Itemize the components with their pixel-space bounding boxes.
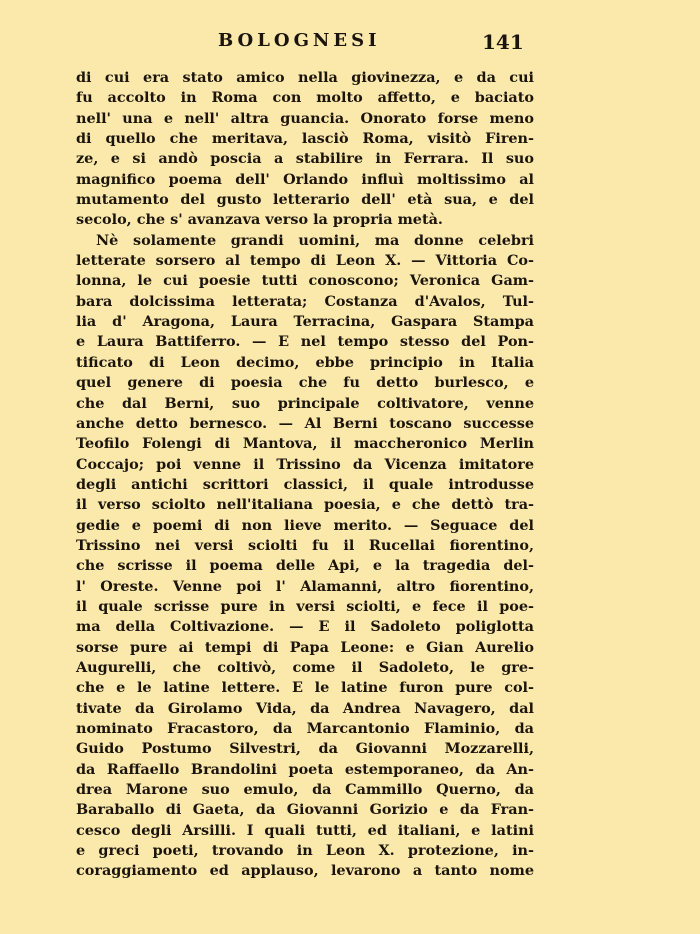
text-line: e greci poeti, trovando in Leon X. protezione, in- bbox=[76, 842, 534, 860]
page-body bbox=[76, 68, 534, 882]
text-line: fu accolto in Roma con molto affetto, e baciato bbox=[76, 89, 534, 107]
text-line: che e le latine lettere. E le latine furon pure col- bbox=[76, 679, 534, 697]
text-line: e Laura Battiferro. — E nel tempo stesso del Pon- bbox=[76, 333, 534, 351]
text-line: anche detto bernesco. — Al Berni toscano successe bbox=[76, 414, 534, 432]
text-line: da Raffaello Brandolini poeta estemporaneo, da An- bbox=[76, 760, 534, 778]
paragraph bbox=[76, 231, 534, 882]
paragraph bbox=[76, 68, 534, 231]
text-line: mutamento del gusto letterario dell' età sua, e del bbox=[76, 191, 534, 209]
text-line: letterate sorsero al tempo di Leon X. — Vittoria Co- bbox=[76, 252, 534, 270]
text-line: Teofilo Folengi di Mantova, il maccheronico Merlin bbox=[76, 435, 534, 453]
text-line: quel genere di poesia che fu detto burlesco, e bbox=[76, 374, 534, 392]
text-line: tivate da Girolamo Vida, da Andrea Navagero, dal bbox=[76, 699, 534, 717]
text-line: sorse pure ai tempi di Papa Leone: e Gian Aurelio bbox=[76, 638, 534, 656]
text-line: magnifico poema dell' Orlando influì moltissimo al bbox=[76, 170, 534, 188]
text-line: coraggiamento ed applauso, levarono a tanto nome bbox=[76, 862, 534, 880]
text-line: Guido Postumo Silvestri, da Giovanni Mozzarelli, bbox=[76, 740, 534, 758]
page-header bbox=[0, 30, 700, 54]
text-line: Nè solamente grandi uomini, ma donne celebri bbox=[96, 231, 534, 249]
text-line: lia d' Aragona, Laura Terracina, Gaspara Stampa bbox=[76, 313, 534, 331]
page-number: 141 bbox=[482, 30, 524, 54]
text-line: cesco degli Arsilli. I quali tutti, ed italiani, e latini bbox=[76, 821, 534, 839]
text-line: il verso sciolto nell'italiana poesia, e che dettò tra- bbox=[76, 496, 534, 514]
text-line: lonna, le cui poesie tutti conoscono; Veronica Gam- bbox=[76, 272, 534, 290]
text-line: che scrisse il poema delle Api, e la tragedia del- bbox=[76, 557, 534, 575]
text-line: gedie e poemi di non lieve merito. — Seguace del bbox=[76, 516, 534, 534]
text-line: secolo, che s' avanzava verso la propria metà. bbox=[76, 211, 443, 229]
text-line: il quale scrisse pure in versi sciolti, e fece il poe- bbox=[76, 597, 534, 615]
text-line: Baraballo di Gaeta, da Giovanni Gorizio e da Fran- bbox=[76, 801, 534, 819]
text-line: drea Marone suo emulo, da Cammillo Querno, da bbox=[76, 781, 534, 799]
text-line: Coccajo; poi venne il Trissino da Vicenza imitatore bbox=[76, 455, 534, 473]
text-line: di quello che meritava, lasciò Roma, visitò Firen- bbox=[76, 130, 534, 148]
text-line: Trissino nei versi sciolti fu il Rucellai fiorentino, bbox=[76, 536, 534, 554]
text-line: nell' una e nell' altra guancia. Onorato forse meno bbox=[76, 109, 534, 127]
text-line: l' Oreste. Venne poi l' Alamanni, altro fiorentino, bbox=[76, 577, 534, 595]
text-line: Augurelli, che coltivò, come il Sadoleto, le gre- bbox=[76, 658, 534, 676]
text-line: tificato di Leon decimo, ebbe principio in Italia bbox=[76, 353, 534, 371]
text-line: ze, e si andò poscia a stabilire in Ferrara. Il suo bbox=[76, 150, 534, 168]
running-head: BOLOGNESI bbox=[218, 30, 381, 51]
text-line: nominato Fracastoro, da Marcantonio Flaminio, da bbox=[76, 720, 534, 737]
text-line: di cui era stato amico nella giovinezza, e da cui bbox=[76, 69, 534, 86]
text-line: ma della Coltivazione. — E il Sadoleto poliglotta bbox=[76, 618, 534, 636]
text-line: che dal Berni, suo principale coltivatore, venne bbox=[76, 394, 534, 412]
text-line: degli antichi scrittori classici, il quale introdusse bbox=[76, 475, 534, 493]
text-line: bara dolcissima letterata; Costanza d'Avalos, Tul- bbox=[76, 292, 534, 310]
